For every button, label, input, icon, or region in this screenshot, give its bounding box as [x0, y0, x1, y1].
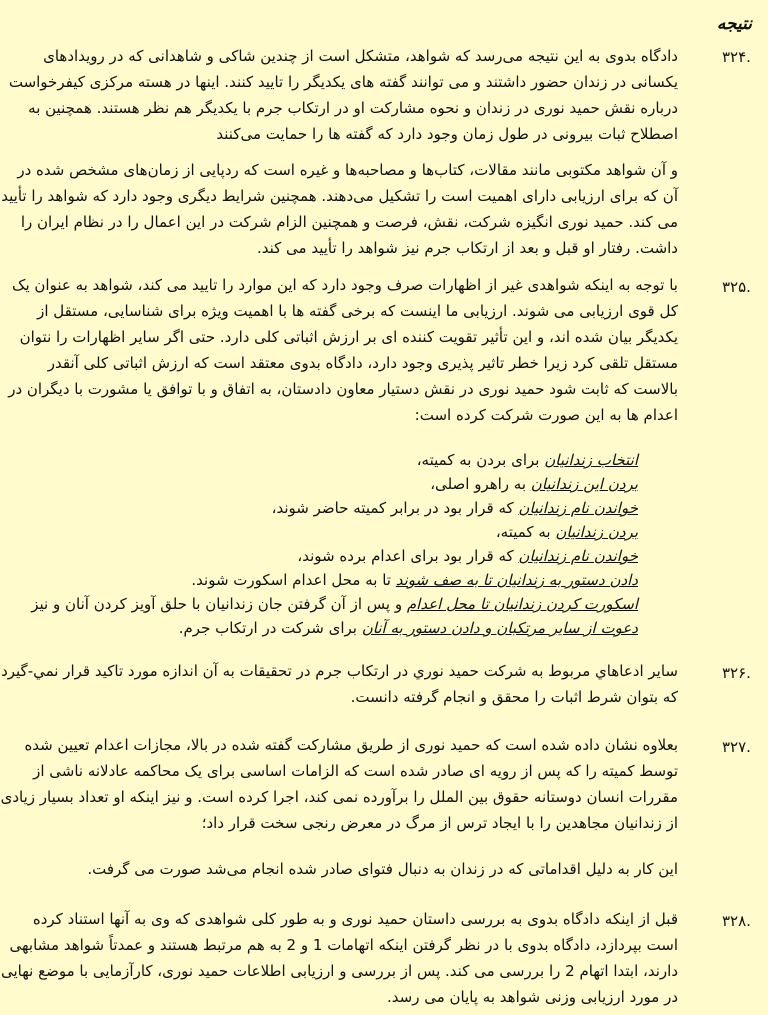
paragraph-324 [0, 43, 678, 261]
paragraph-text: ساير ادعاهاي مربوط به شركت حميد نوري در ارتكاب جرم در تحقيقات به آن اندازه مورد تاكيد قرار نمي-گيرد كه بتوان شرط اثبات را محقق و انجام گرفته دانست. [1, 662, 678, 706]
paragraph-number: ۳۲۴. [722, 48, 751, 66]
list-item: انتخاب زندانیان برای بردن به کمیته، [416, 451, 638, 469]
paragraph-text: قبل از اینکه دادگاه بدوی به بررسی داستان حمید نوری و به طور کلی شواهدی که وی به آنها استناد کرده است بپردازد، دادگاه بدوی با در نظر گرفتن اینکه اتهامات 1 و 2 به هم مرتبط هستند و عمدتاً شواهد مشابهی دارند، ابتدا اتهام 2 را بررسی می کند. پس از بررسی و ارزیابی اطلاعات حمید نوری، کارآزمایی با موضع نهایی در مورد ارزیابی وزنی شواهد به پایان می رسد. [1, 910, 678, 1006]
list-item: بردن این زندانیان به راهرو اصلی، [430, 475, 638, 493]
list-item: بردن زندانیان به کمیته، [495, 523, 638, 541]
section-heading: نتیجه [716, 14, 752, 34]
paragraph-327 [0, 732, 678, 882]
paragraph-328 [0, 906, 678, 1010]
paragraph-325 [0, 272, 678, 640]
paragraph-text: بعلاوه نشان داده شده است که حمید نوری از طریق مشارکت گفته شده در بالا، مجازات اعدام تعیین شده توسط کمیته را که پس از رویه ای صادر شده است که الزامات اساسی برای یک محاکمه عادلانه ناشی از مقررات انسان دوستانه حقوق بین الملل را برآورده نمی کند، اجرا کرده است. و نیز اینکه او تعداد بسیار زیادی از زندانیان مجاهدین را با ایجاد ترس از مرگ در معرض رنجی سخت قرار داد؛ [0, 736, 678, 832]
list-item: دادن دستور به زندانیان تا به صف شوند تا به محل اعدام اسکورت شوند. [191, 571, 638, 589]
paragraph-text: و آن شواهد مکتوبی مانند مقالات، کتاب‌ها و مصاحبه‌ها و غیره است که ردپایی از زمان‌های مشخص شده در آن که برای ارزیابی دارای اهمیت است را تشکیل می‌دهند. همچنین شرایط دیگری وجود دارد که شواهد را تأیید می کند. حمید نوری انگیزه شرکت، نقش، فرصت و همچنین الزام شرکت در این اعمال را در نظام ایران را داشت. رفتار او قبل و بعد از ارتکاب جرم نیز شواهد را تأیید می کند. [1, 161, 678, 257]
list-item: اسکورت کردن زندانیان تا محل اعدام و پس از آن گرفتن جان زندانیان با حلق آویز کردن آنان و نیز [31, 595, 638, 613]
paragraph-text: دادگاه بدوی به این نتیجه می‌رسد که شواهد، متشکل است از چندین شاکی و شاهدانی که در رویدادهای یکسانی در زندان حضور داشتند و می توانند گفته های یکدیگر را تایید کنند. اینها در هسته مرکزی کیفرخواست درباره نقش حمید نوری در زندان و نحوه مشارکت او در ارتکاب جرم با یکدیگر هم نظر هستند. همچنین به اصطلاح ثبات بیرونی در طول زمان وجود دارد که گفته ها را حمایت می‌کنند [8, 47, 678, 143]
paragraph-number: ۳۲۶. [722, 664, 751, 682]
list-item: دعوت از سایر مرتکبان و دادن دستور به آنان برای شرکت در ارتکاب جرم. [178, 619, 638, 637]
paragraph-text: این کار به دلیل اقداماتی که در زندان به دنبال فتوای صادر شده انجام می‌شد صورت می گرفت. [87, 860, 678, 878]
participation-list [0, 448, 678, 640]
paragraph-number: ۳۲۸. [722, 912, 751, 930]
list-item: خواندن نام زندانیان که قرار بود برای اعدام برده شوند، [297, 547, 638, 565]
paragraph-number: ۳۲۷. [722, 738, 751, 756]
paragraph-326 [0, 658, 678, 710]
paragraph-text: با توجه به اینکه شواهدی غیر از اظهارات صرف وجود دارد که این موارد را تایید می کند، شواهد به عنوان یک کل قوی ارزیابی می شوند. ارزیابی ما اینست که برخی گفته ها با اهمیت ویژه برای شناسایی، مستقل از یکدیگر بیان شده اند، و این تأثیر تقویت کننده ای بر ارزش اثباتی کلی دارد. حتی اگر سایر اظهارات را نتوان مستقل تلقی کرد زیرا خطر تاثیر پذیری وجود دارد، دادگاه بدوی معتقد است که ارزش اثباتی کلی آنقدر بالاست که ثابت شود حمید نوری در نقش دستیار معاون دادستان، به اتفاق و با توافق یا مشورت با دیگران در اعدام ها به این صورت شرکت کرده است: [8, 276, 678, 424]
paragraph-number: ۳۲۵. [722, 278, 751, 296]
list-item: خواندن نام زندانیان که قرار بود در برابر کمیته حاضر شوند، [271, 499, 638, 517]
